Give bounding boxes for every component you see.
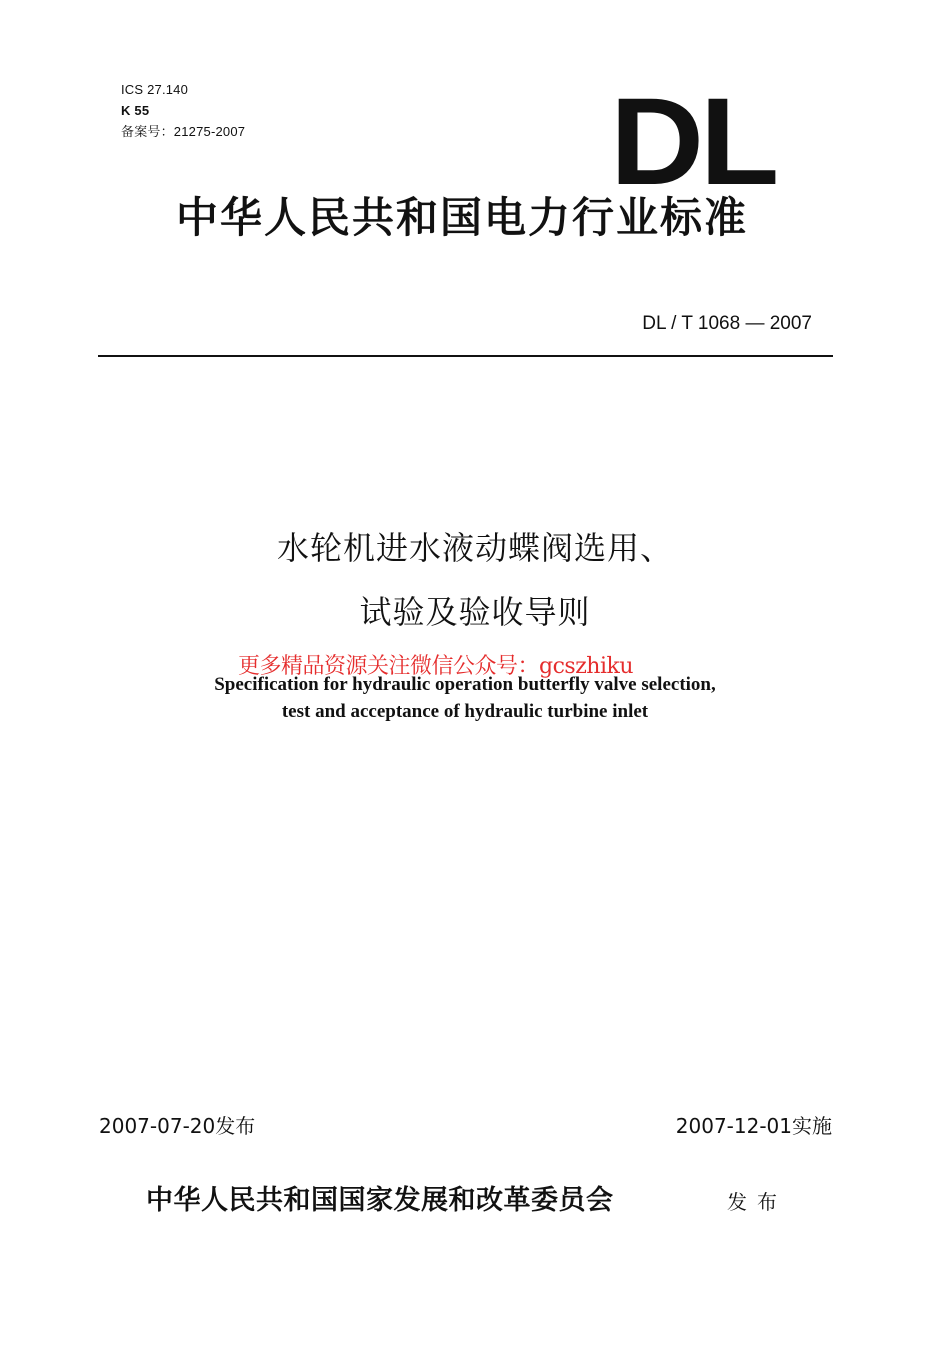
header-divider <box>98 355 833 357</box>
ccs-code: K 55 <box>121 103 150 118</box>
watermark-text: 更多精品资源关注微信公众号：gcszhiku <box>238 654 633 679</box>
document-title-cn-line1: 水轮机进水液动蝶阀选用、 <box>276 529 673 567</box>
publisher-name: 中华人民共和国国家发展和改革委员会 <box>146 1185 614 1216</box>
effective-date: 2007-12-01实施 <box>675 1114 832 1138</box>
document-title-cn-line2: 试验及验收导则 <box>359 593 591 631</box>
record-number: 备案号：21275-2007 <box>121 124 246 139</box>
document-title-en-line1: Specification for hydraulic operation butterfly valve selection, <box>214 674 716 695</box>
document-title-en-line2: test and acceptance of hydraulic turbine inlet <box>281 701 649 722</box>
publish-label: 发布 <box>727 1190 787 1214</box>
ics-code: ICS 27.140 <box>121 82 189 97</box>
standard-code: DL / T 1068 — 2007 <box>642 313 812 334</box>
dl-logo: DL <box>610 73 776 211</box>
standard-category-title: 中华人民共和国电力行业标准 <box>175 193 748 242</box>
issue-date: 2007-07-20发布 <box>99 1114 256 1138</box>
